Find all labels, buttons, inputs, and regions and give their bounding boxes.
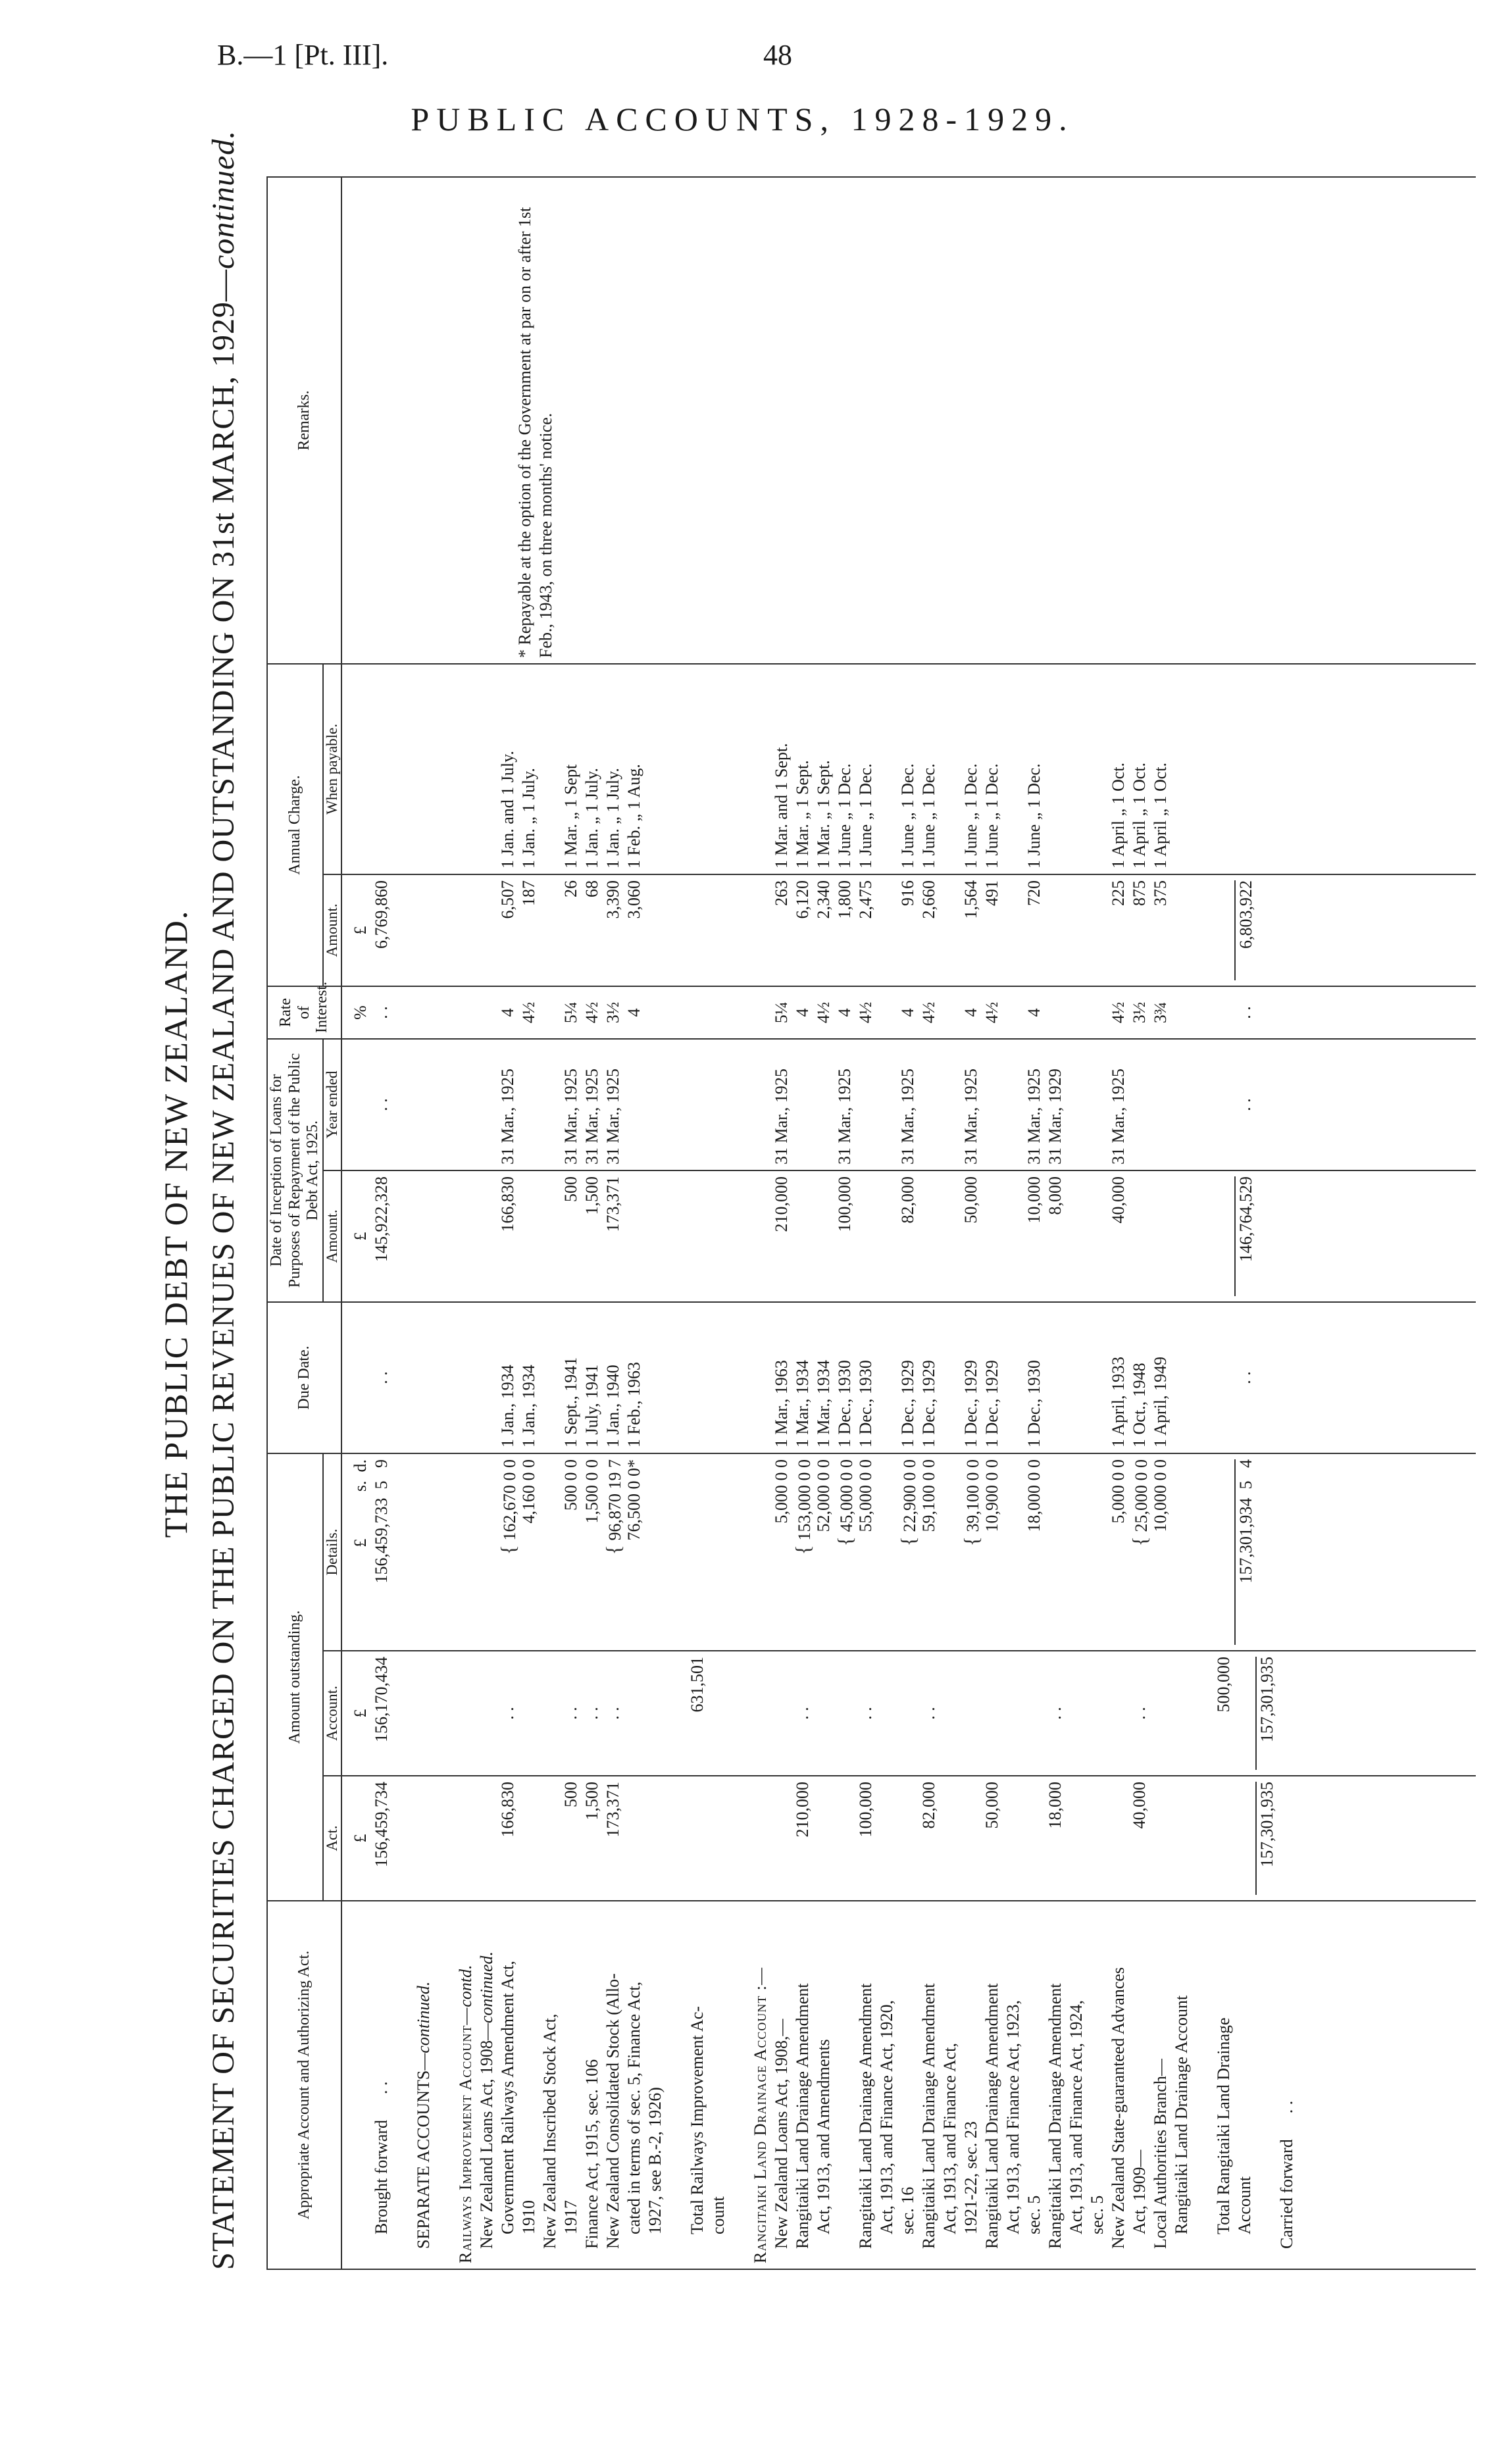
statement-subtitle-text: STATEMENT OF SECURITIES CHARGED ON THE PUBLIC REVENUES OF NEW ZEALAND AND OUTSTANDING ON 31st MARCH, 1929—: [206, 268, 241, 2270]
g3-pay-1: 1 June „ 1 Dec.: [898, 763, 918, 868]
cf-due: . .: [1235, 1371, 1255, 1384]
r2-inc: 500: [561, 1176, 581, 1202]
unit-pound-4: £: [351, 926, 370, 935]
total-railways-label-b: count: [709, 2196, 728, 2234]
g5-account: . .: [1045, 1707, 1065, 1720]
bf-account: 156,170,434: [372, 1657, 391, 1742]
r2b-label: 1917: [561, 2200, 581, 2234]
g5-inc-2: 8,000: [1045, 1176, 1065, 1215]
g1-act: 210,000: [793, 1782, 813, 1838]
public-debt-table: [266, 176, 1476, 2270]
r4-act: 173,371: [603, 1782, 623, 1838]
g4-act: 50,000: [982, 1782, 1002, 1829]
g5-label: Rangitaiki Land Drainage Amendment: [1045, 1983, 1065, 2249]
g1-details-2: { 153,000 0 0: [791, 1459, 815, 1555]
g3-inc: 82,000: [898, 1176, 918, 1224]
rotated-statement: [151, 130, 1467, 2270]
g2-ac-1: 1,800: [835, 880, 855, 919]
statement-title: THE PUBLIC DEBT OF NEW ZEALAND.: [157, 909, 194, 1538]
col-year-ended: Year ended: [323, 1039, 341, 1170]
g4-inc: 50,000: [961, 1176, 981, 1224]
col-act-name: Appropriate Account and Authorizing Act.: [267, 1901, 341, 2269]
g5-details: 18,000 0 0: [1024, 1459, 1044, 1532]
cf-ac: 6,803,922: [1234, 880, 1257, 980]
g6-label: New Zealand State-guaranteed Advances: [1109, 1967, 1128, 2249]
g1-rate-2: 4: [793, 1008, 813, 1017]
r4-rate-1: 3½: [603, 1001, 623, 1024]
col-amount-outstanding: Amount outstanding.: [267, 1453, 323, 1901]
r3-act: 1,500: [582, 1782, 602, 1821]
g1-due-2: 1 Mar., 1934: [793, 1360, 813, 1447]
r3-year: 31 Mar., 1925: [582, 1069, 602, 1165]
g1-details-1: 5,000 0 0: [772, 1459, 792, 1524]
r4-details-1: { 96,870 19 7: [601, 1459, 626, 1555]
col-inception: Date of Inception of Loans for Purposes of Repayment of the Public Debt Act, 1925.: [267, 1039, 323, 1302]
col-details: Details.: [323, 1453, 341, 1651]
r3-ac: 68: [582, 880, 602, 897]
g6-ac-3: 375: [1151, 880, 1170, 906]
col-act: Act.: [323, 1776, 341, 1901]
g6-pay-1: 1 April „ 1 Oct.: [1109, 762, 1128, 868]
g5-year-2: 31 Mar., 1929: [1045, 1069, 1065, 1165]
r1-year: 31 Mar., 1925: [498, 1069, 518, 1165]
cf-year: . .: [1235, 1098, 1255, 1111]
g3-act: 82,000: [919, 1782, 939, 1829]
annual-amount-column: [341, 874, 1476, 986]
r4b-label: cated in terms of sec. 5, Finance Act,: [624, 1981, 644, 2234]
separate-accounts-heading: SEPARATE ACCOUNTS—continued.: [414, 1981, 434, 2249]
year-ended-column: [341, 1039, 1476, 1170]
g1-account: . .: [793, 1707, 813, 1720]
r4-inc: 173,371: [603, 1176, 623, 1232]
rangitaiki-sub: New Zealand Loans Act, 1908,—: [772, 2019, 792, 2249]
g2-label: Rangitaiki Land Drainage Amendment: [856, 1983, 876, 2249]
g6-details-2: { 25,000 0 0: [1128, 1459, 1152, 1547]
r4-label: New Zealand Consolidated Stock (Allo-: [603, 1973, 623, 2249]
r3-details: 1,500 0 0: [582, 1459, 602, 1524]
g2-year: 31 Mar., 1925: [835, 1069, 855, 1165]
g6-due-1: 1 April, 1933: [1109, 1357, 1128, 1447]
act-name-column: [341, 1901, 1476, 2269]
g5-ac: 720: [1024, 880, 1044, 906]
g4-year: 31 Mar., 1925: [961, 1069, 981, 1165]
bf-inc-amount: 145,922,328: [372, 1176, 391, 1262]
col-annual-charge: Annual Charge.: [267, 664, 323, 986]
g2b-label: Act, 1913, and Finance Act, 1920,: [877, 2000, 897, 2234]
r1-pay-2: 1 Jan. „ 1 July.: [519, 768, 539, 868]
cf-account: 157,301,935: [1255, 1657, 1278, 1770]
total-rangitaiki-account: 500,000: [1214, 1657, 1234, 1713]
r4-ac-1: 3,390: [603, 880, 623, 919]
due-date-column: [341, 1302, 1476, 1453]
g3-due-1: 1 Dec., 1929: [898, 1360, 918, 1447]
unit-pound-3: £: [351, 1232, 370, 1241]
unit-pound-2: £: [351, 1709, 370, 1718]
r4-due-2: 1 Feb., 1963: [624, 1361, 644, 1447]
g6d-label: Rangitaiki Land Drainage Account: [1172, 1995, 1192, 2234]
g6-inc: 40,000: [1109, 1176, 1128, 1224]
g3-details-2: 59,100 0 0: [919, 1459, 939, 1532]
g6-ac-2: 875: [1130, 880, 1149, 906]
inception-amount-column: [341, 1170, 1476, 1302]
r1-ac-2: 187: [519, 880, 539, 906]
r2-label: New Zealand Inscribed Stock Act,: [540, 2013, 560, 2249]
remarks-column: [341, 177, 1476, 664]
total-railways-account: 631,501: [688, 1657, 707, 1713]
cf-rate: . .: [1235, 1006, 1255, 1019]
r1-rate-2: 4½: [519, 1001, 539, 1024]
r2-ac: 26: [561, 880, 581, 897]
g3-year: 31 Mar., 1925: [898, 1069, 918, 1165]
carried-forward-label: Carried forward . .: [1277, 2100, 1297, 2249]
rate-column: [341, 986, 1476, 1039]
g6-account: . .: [1130, 1707, 1149, 1720]
g3-pay-2: 1 June „ 1 Dec.: [919, 763, 939, 868]
g1-due-3: 1 Mar., 1934: [814, 1360, 834, 1447]
g4-rate-1: 4: [961, 1008, 981, 1017]
r1-label: New Zealand Loans Act, 1908—continued.: [477, 1951, 497, 2249]
col-when-payable: When payable.: [323, 664, 341, 874]
r4-details-2: 76,500 0 0*: [624, 1459, 644, 1541]
r4-account: . .: [603, 1707, 623, 1720]
g5-rate: 4: [1024, 1008, 1044, 1017]
g6-due-3: 1 April, 1949: [1151, 1357, 1170, 1447]
g4-details-2: 10,900 0 0: [982, 1459, 1002, 1532]
r1-details-2: 4,160 0 0: [519, 1459, 539, 1524]
r2-details: 500 0 0: [561, 1459, 581, 1511]
r1-rate-1: 4: [498, 1008, 518, 1017]
r3-label: Finance Act, 1915, sec. 106: [582, 2059, 602, 2249]
r2-year: 31 Mar., 1925: [561, 1069, 581, 1165]
g1-ac-1: 263: [772, 880, 792, 906]
g4-pay-1: 1 June „ 1 Dec.: [961, 763, 981, 868]
g5-pay: 1 June „ 1 Dec.: [1024, 763, 1044, 868]
g4-rate-2: 4½: [982, 1001, 1002, 1024]
g2c-label: sec. 16: [898, 2186, 918, 2234]
r1b-label: Government Railways Amendment Act,: [498, 1961, 518, 2234]
r4-pay-1: 1 Jan. „ 1 July.: [603, 768, 623, 868]
g1-details-3: 52,000 0 0: [814, 1459, 834, 1532]
bf-rate: . .: [372, 1006, 391, 1019]
when-payable-column: [341, 664, 1476, 874]
g5-year-1: 31 Mar., 1925: [1024, 1069, 1044, 1165]
bf-year: . .: [372, 1098, 391, 1111]
r1-due-2: 1 Jan., 1934: [519, 1365, 539, 1447]
col-account: Account.: [323, 1651, 341, 1776]
r1-ac-1: 6,507: [498, 880, 518, 919]
g2-pay-1: 1 June „ 1 Dec.: [835, 763, 855, 868]
g1-pay-3: 1 Mar. „ 1 Sept.: [814, 760, 834, 868]
r1-inc: 166,830: [498, 1176, 518, 1232]
r2-pay: 1 Mar. „ 1 Sept: [561, 764, 581, 868]
r2-rate: 5¼: [561, 1001, 581, 1024]
page-number: 48: [763, 39, 792, 71]
col-rate: Rate of Interest.: [267, 986, 341, 1039]
g3-ac-1: 916: [898, 880, 918, 906]
total-railways-label: Total Railways Improvement Ac-: [688, 2006, 707, 2234]
g5-act: 18,000: [1045, 1782, 1065, 1829]
g2-pay-2: 1 June „ 1 Dec.: [856, 763, 876, 868]
g5b-label: Act, 1913, and Finance Act, 1924,: [1067, 2000, 1086, 2234]
r1c-label: 1910: [519, 2200, 539, 2234]
r2-act: 500: [561, 1782, 581, 1807]
table-body-row: [341, 177, 1476, 2269]
g3-label: Rangitaiki Land Drainage Amendment: [919, 1983, 939, 2249]
r1-pay-1: 1 Jan. and 1 July.: [498, 751, 518, 868]
g6-details-1: 5,000 0 0: [1109, 1459, 1128, 1524]
g6-year: 31 Mar., 1925: [1109, 1069, 1128, 1165]
g5c-label: sec. 5: [1088, 2195, 1107, 2234]
g6-rate-1: 4½: [1109, 1001, 1128, 1024]
r3-due: 1 July, 1941: [582, 1364, 602, 1447]
g5-due: 1 Dec., 1930: [1024, 1360, 1044, 1447]
r1-details-1: { 162,670 0 0: [496, 1459, 520, 1555]
account-column: [341, 1651, 1476, 1776]
details-column: [341, 1453, 1476, 1651]
g1-inc: 210,000: [772, 1176, 792, 1232]
g2-due-2: 1 Dec., 1930: [856, 1360, 876, 1447]
total-rangitaiki-label: Total Rangitaiki Land Drainage: [1214, 2017, 1234, 2234]
r2-due: 1 Sept., 1941: [561, 1357, 581, 1447]
r3-pay: 1 Jan. „ 1 July.: [582, 768, 602, 868]
g2-account: . .: [856, 1707, 876, 1720]
page-title: PUBLIC ACCOUNTS, 1928-1929.: [411, 101, 1074, 138]
g2-rate-1: 4: [835, 1008, 855, 1017]
cf-act: 157,301,935: [1255, 1782, 1278, 1895]
col-due-date: Due Date.: [267, 1302, 341, 1453]
g4-ac-2: 491: [982, 880, 1002, 906]
bf-details: 156,459,733 5 9: [372, 1459, 391, 1584]
g2-rate-2: 4½: [856, 1001, 876, 1024]
g1-label: Rangitaiki Land Drainage Amendment: [793, 1983, 813, 2249]
cf-inc: 146,764,529: [1234, 1176, 1257, 1296]
g4-due-2: 1 Dec., 1929: [982, 1360, 1002, 1447]
g4-ac-1: 1,564: [961, 880, 981, 919]
bf-ac-amount: 6,769,860: [372, 880, 391, 949]
r1-account: . .: [498, 1707, 518, 1720]
g2-details-1: { 45,000 0 0: [833, 1459, 857, 1547]
r4c-label: 1927, see B.-2, 1926): [645, 2087, 665, 2234]
g3-account: . .: [919, 1707, 939, 1720]
g1-due-1: 1 Mar., 1963: [772, 1360, 792, 1447]
remark-footnote: * Repayable at the option of the Government at par on or after 1st Feb., 1943, on three months' notice.: [515, 207, 556, 658]
g3-rate-2: 4½: [919, 1001, 939, 1024]
g2-act: 100,000: [856, 1782, 876, 1838]
r2-account: . .: [561, 1707, 581, 1720]
r4-year: 31 Mar., 1925: [603, 1069, 623, 1165]
g6b-label: Act, 1909—: [1130, 2150, 1149, 2234]
running-header-ref: B.—1 [Pt. III].: [217, 39, 389, 71]
col-ac-amount: Amount.: [323, 874, 341, 986]
details-units: £ s. d.: [351, 1459, 370, 1547]
g6-rate-2: 3½: [1130, 1001, 1149, 1024]
r4-due-1: 1 Jan., 1940: [603, 1365, 623, 1447]
railways-heading: Railways Improvement Account—contd.: [456, 1965, 476, 2263]
r4-ac-2: 3,060: [624, 880, 644, 919]
g1-rate-1: 5¼: [772, 1001, 792, 1024]
g4-label: Rangitaiki Land Drainage Amendment: [982, 1983, 1002, 2249]
g3-ac-2: 2,660: [919, 880, 939, 919]
g3c-label: 1921-22, sec. 23: [961, 2121, 981, 2234]
g1-year: 31 Mar., 1925: [772, 1069, 792, 1165]
r4-rate-2: 4: [624, 1008, 644, 1017]
unit-pound: £: [351, 1834, 370, 1843]
g4-pay-2: 1 June „ 1 Dec.: [982, 763, 1002, 868]
g3-due-2: 1 Dec., 1929: [919, 1360, 939, 1447]
r1-act: 166,830: [498, 1782, 518, 1838]
g6-pay-2: 1 April „ 1 Oct.: [1130, 762, 1149, 868]
unit-percent: %: [351, 1005, 370, 1020]
rangitaiki-heading: Rangitaiki Land Drainage Account :—: [751, 1967, 770, 2263]
g1-rate-3: 4½: [814, 1001, 834, 1024]
act-column: [341, 1776, 1476, 1901]
g6-ac-1: 225: [1109, 880, 1128, 906]
cf-details: 157,301,934 5 4: [1234, 1459, 1257, 1645]
r3-rate: 4½: [582, 1001, 602, 1024]
g6-rate-3: 3¾: [1151, 1001, 1170, 1024]
g1-ac-2: 6,120: [793, 880, 813, 919]
statement-subtitle-italic: continued.: [206, 130, 241, 269]
statement-subtitle: [205, 130, 241, 2270]
g4b-label: Act, 1913, and Finance Act, 1923,: [1003, 2000, 1023, 2234]
g3b-label: Act, 1913, and Finance Act,: [940, 2043, 960, 2234]
g2-ac-2: 2,475: [856, 880, 876, 919]
r3-account: . .: [582, 1707, 602, 1720]
g6-act: 40,000: [1130, 1782, 1149, 1829]
r3-inc: 1,500: [582, 1176, 602, 1215]
g6-due-2: 1 Oct., 1948: [1130, 1363, 1149, 1447]
g3-rate-1: 4: [898, 1008, 918, 1017]
g4-details-1: { 39,100 0 0: [959, 1459, 984, 1547]
g6c-label: Local Authorities Branch—: [1151, 2059, 1170, 2249]
bf-due: . .: [372, 1371, 391, 1384]
g5-inc-1: 10,000: [1024, 1176, 1044, 1224]
g1-pay-1: 1 Mar. and 1 Sept.: [772, 743, 792, 868]
total-rangitaiki-label-b: Account: [1235, 2176, 1255, 2234]
r4-pay-2: 1 Feb. „ 1 Aug.: [624, 764, 644, 868]
g1-ac-3: 2,340: [814, 880, 834, 919]
g4c-label: sec. 5: [1024, 2195, 1044, 2234]
g2-due-1: 1 Dec., 1930: [835, 1360, 855, 1447]
g6-pay-3: 1 April „ 1 Oct.: [1151, 762, 1170, 868]
g1b-label: Act, 1913, and Amendments: [814, 2039, 834, 2234]
bf-act: 156,459,734: [372, 1782, 391, 1867]
g1-pay-2: 1 Mar. „ 1 Sept.: [793, 760, 813, 868]
g6-details-3: 10,000 0 0: [1151, 1459, 1170, 1532]
g2-details-2: 55,000 0 0: [856, 1459, 876, 1532]
g4-due-1: 1 Dec., 1929: [961, 1360, 981, 1447]
g3-details-1: { 22,900 0 0: [896, 1459, 920, 1547]
col-inc-amount: Amount.: [323, 1170, 341, 1302]
brought-forward-label: Brought forward . .: [372, 2081, 391, 2234]
col-remarks: Remarks.: [267, 177, 341, 664]
g2-inc: 100,000: [835, 1176, 855, 1232]
r1-due-1: 1 Jan., 1934: [498, 1365, 518, 1447]
